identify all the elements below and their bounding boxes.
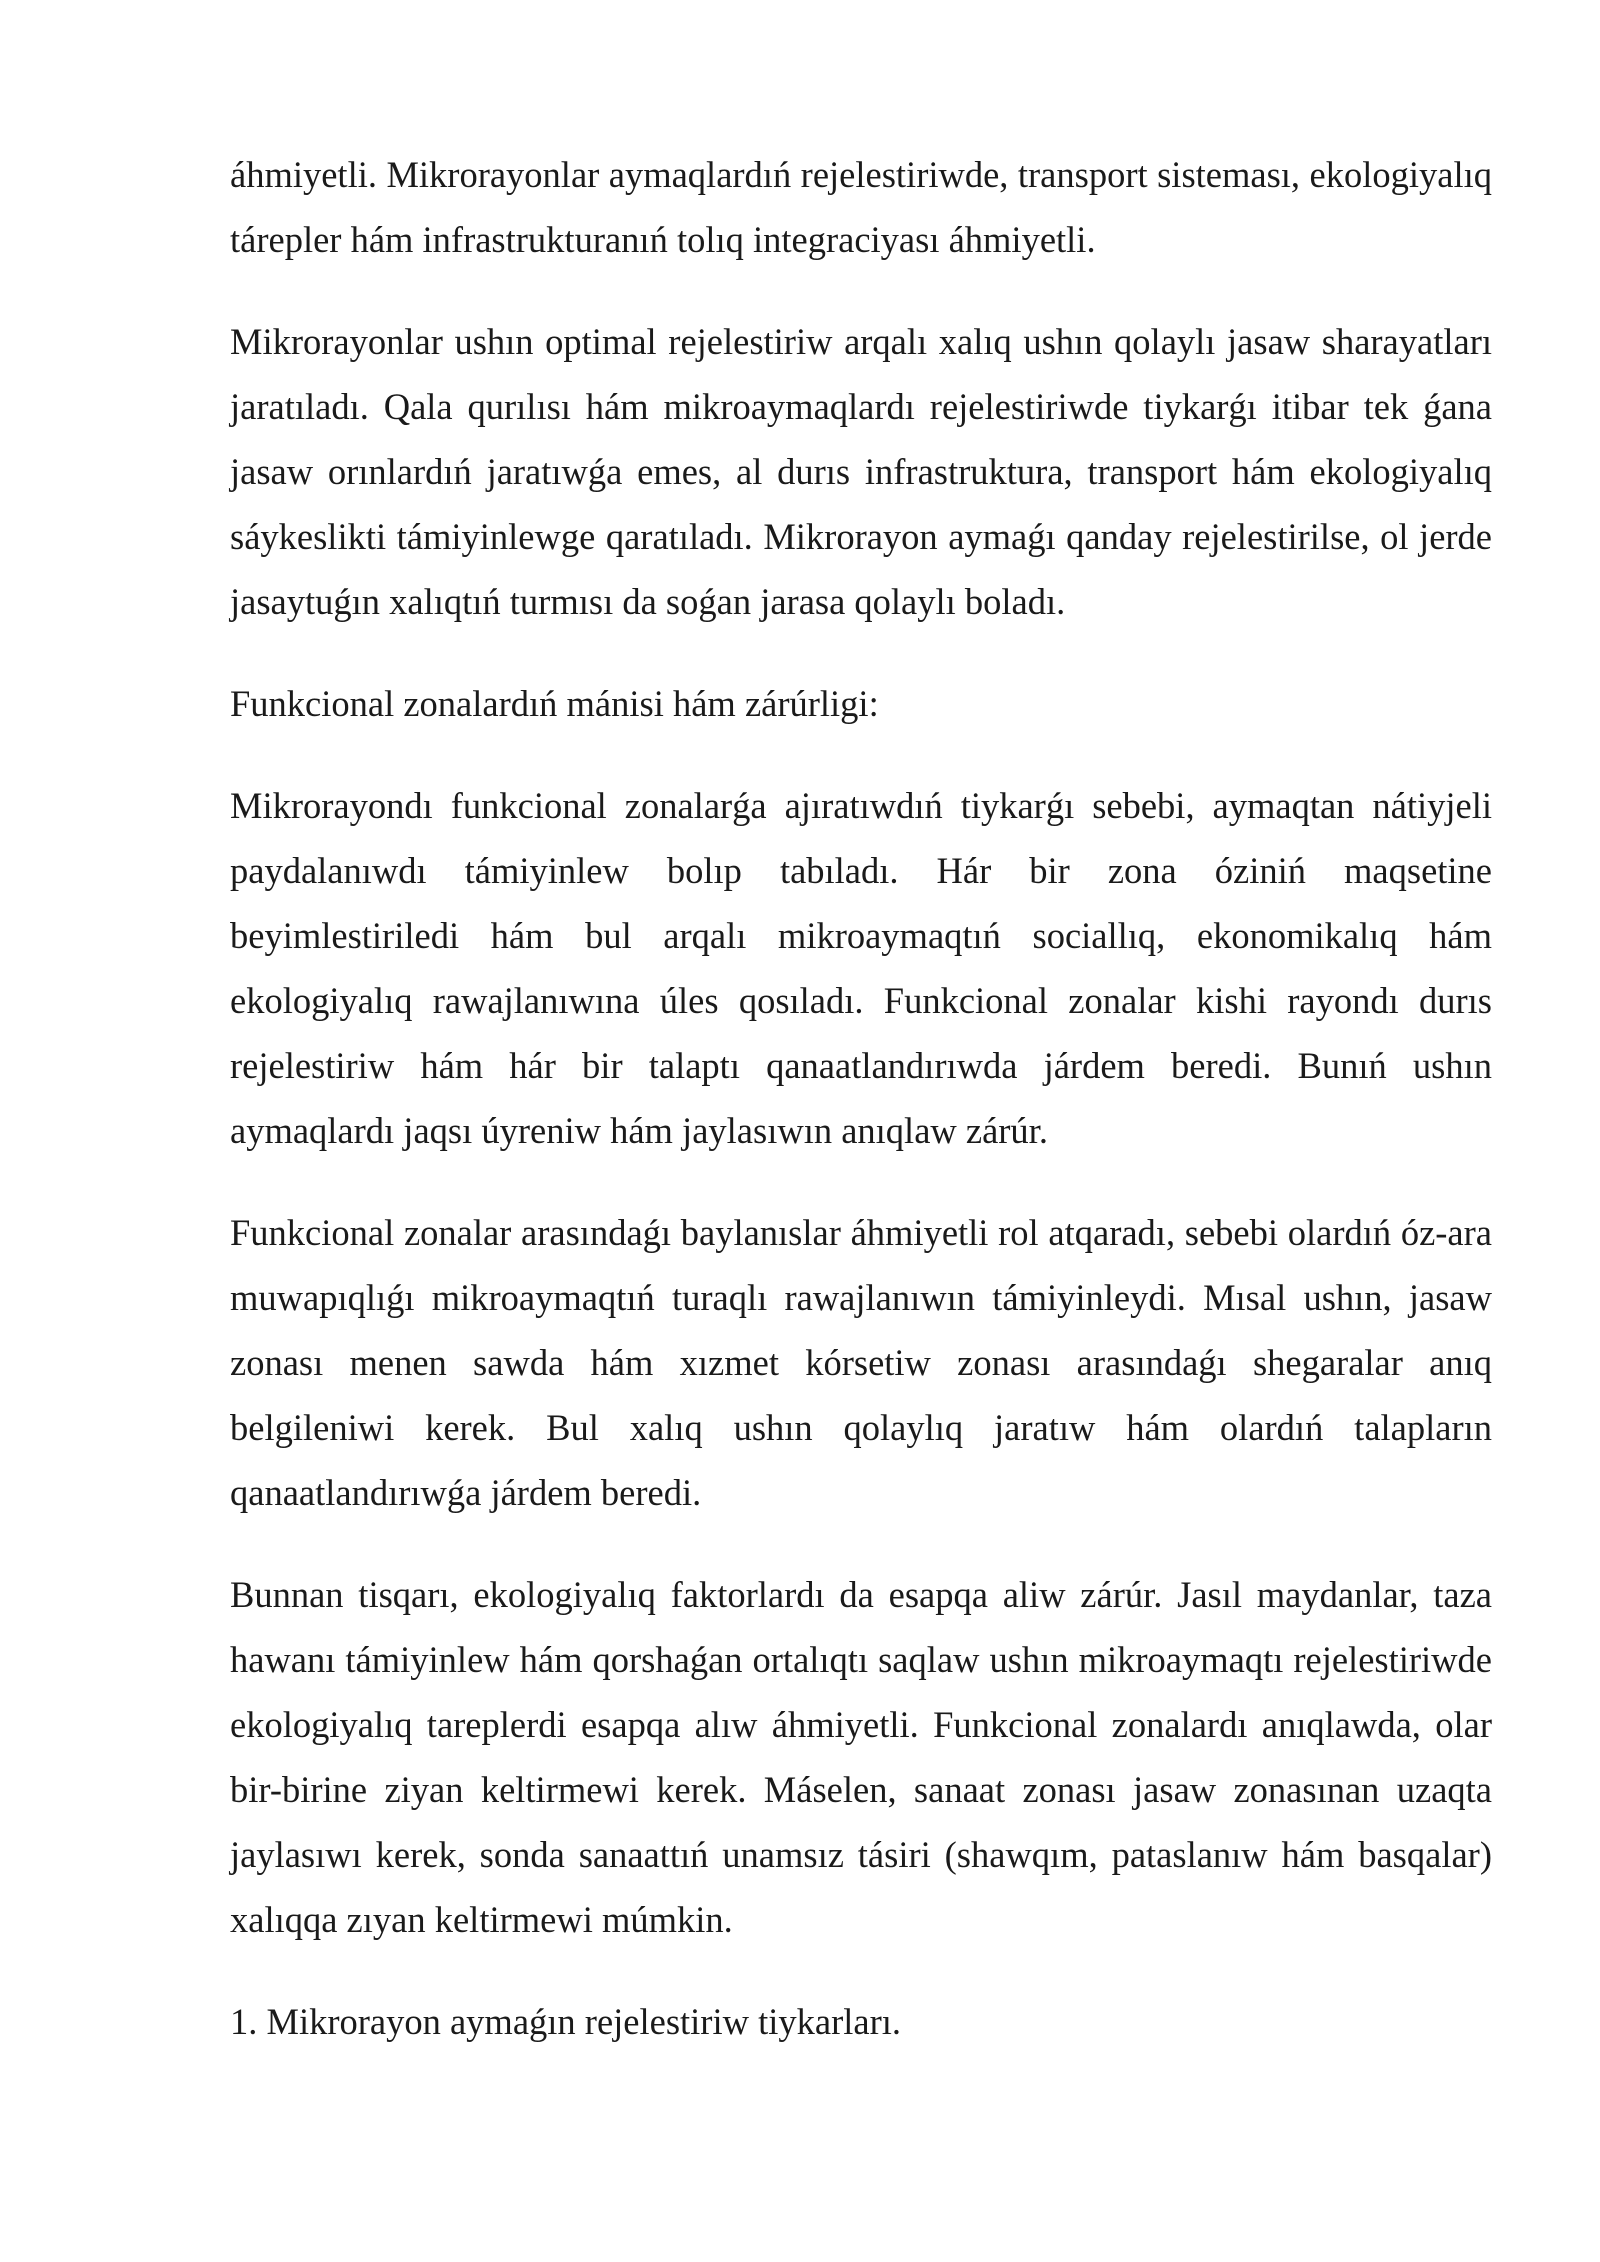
paragraph: áhmiyetli. Mikrorayonlar aymaqlardıń rejelestiriwde, transport sisteması, ekologiyalıq tárepler hám infrastrukturanıń tolıq integraciyası áhmiyetli. [230,154,1492,260]
section-heading: Funkcional zonalardıń mánisi hám zárúrligi: [230,683,879,724]
paragraph: Bunnan tisqarı, ekologiyalıq faktorlardı da esapqa aliw zárúr. Jasıl maydanlar, taza hawanı támiyinlew hám qorshaǵan ortalıqtı saqlaw ushın mikroaymaqtı rejelestiriwde ekologiyalıq tareplerdi esapqa alıw áhmiyetli. Funkcional zonalardı anıqlawda, olar bir-birine ziyan keltirmewi kerek. Máselen, sanaat zonası jasaw zonasınan uzaqta jaylasıwı kerek, sonda sanaattıń unamsız tásiri (shawqım, pataslanıw hám basqalar) xalıqqa zıyan keltirmewi múmkin. [230,1574,1492,1940]
paragraph: Funkcional zonalar arasındaǵı baylanıslar áhmiyetli rol atqaradı, sebebi olardıń óz-ara muwapıqlıǵı mikroaymaqtıń turaqlı rawajlanıwın támiyinleydi. Mısal ushın, jasaw zonası menen sawda hám xızmet kórsetiw zonası arasındaǵı shegaralar anıq belgileniwi kerek. Bul xalıq ushın qolaylıq jaratıw hám olardıń talapların qanaatlandırıwǵa járdem beredi. [230,1212,1492,1513]
paragraph: Mikrorayondı funkcional zonalarǵa ajıratıwdıń tiykarǵı sebebi, aymaqtan nátiyjeli paydalanıwdı támiyinlew bolıp tabıladı. Hár bir zona óziniń maqsetine beyimlestiriledi hám bul arqalı mikroaymaqtıń sociallıq, ekonomikalıq hám ekologiyalıq rawajlanıwına úles qosıladı. Funkcional zonalar kishi rayondı durıs rejelestiriw hám hár bir talaptı qanaatlandırıwda járdem beredi. Bunıń ushın aymaqlardı jaqsı úyreniw hám jaylasıwın anıqlaw zárúr. [230,785,1492,1151]
numbered-heading: 1. Mikrorayon aymaǵın rejelestiriw tiykarları. [230,2001,901,2042]
paragraph: Mikrorayonlar ushın optimal rejelestiriw arqalı xalıq ushın qolaylı jasaw sharayatları jaratıladı. Qala qurılısı hám mikroaymaqlardı rejelestiriwde tiykarǵı itibar tek ǵana jasaw orınlardıń jaratıwǵa emes, al durıs infrastruktura, transport hám ekologiyalıq sáykeslikti támiyinlewge qaratıladı. Mikrorayon aymaǵı qanday rejelestirilse, ol jerde jasaytuǵın xalıqtıń turmısı da soǵan jarasa qolaylı boladı. [230,321,1492,622]
document-body [230,142,1492,2054]
